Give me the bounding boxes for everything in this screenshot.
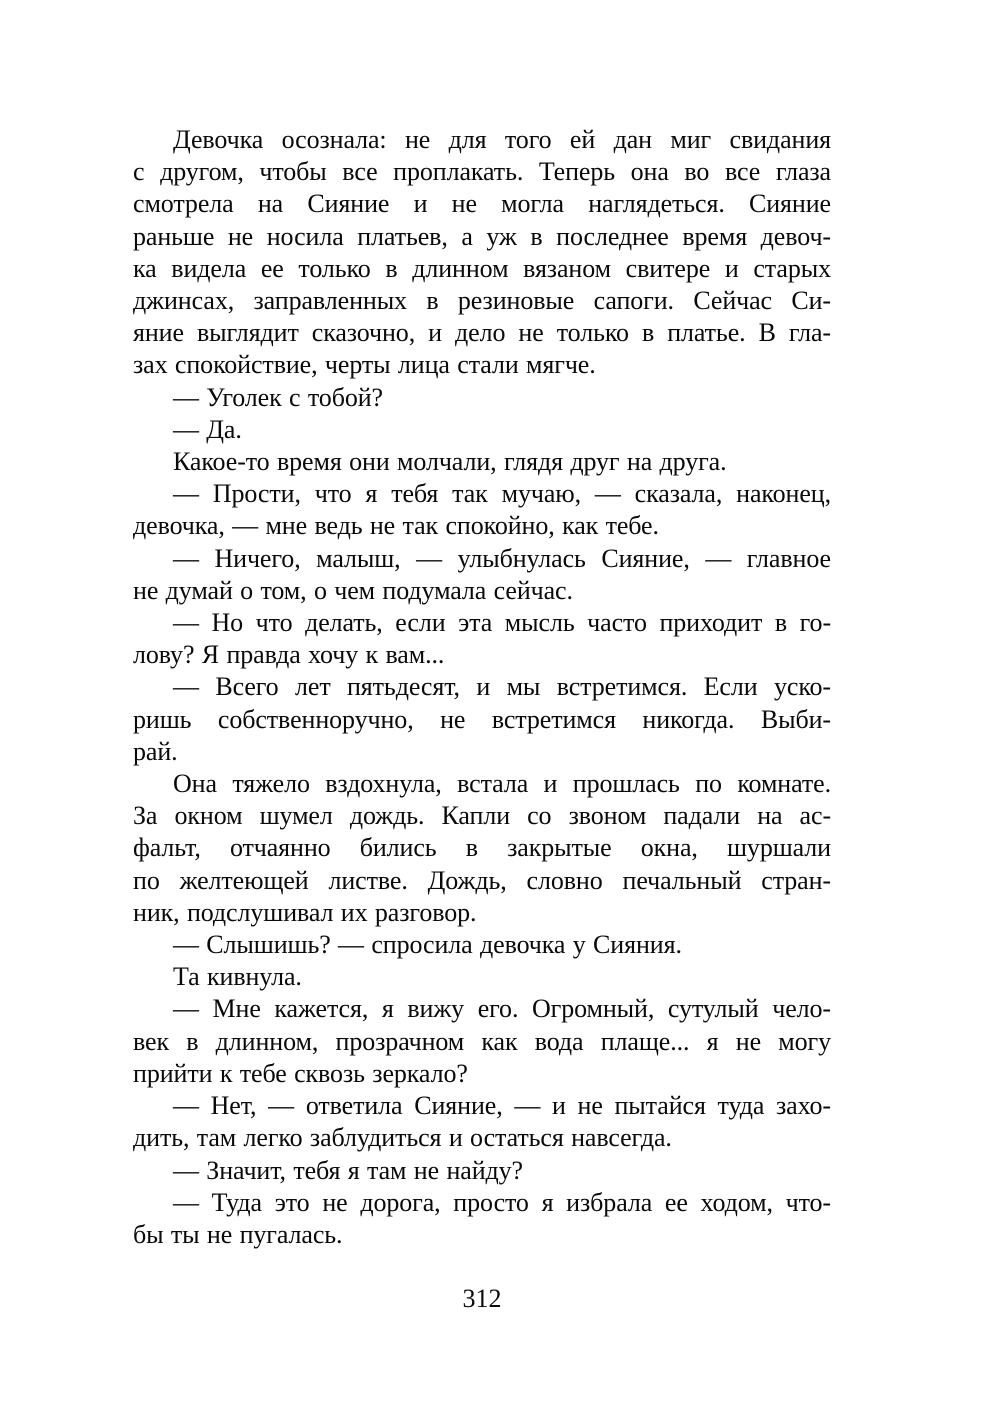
text-line: прийти к тебе сквозь зеркало? xyxy=(133,1058,468,1088)
text-line: джинсах, заправленных в резиновые сапоги. Сейчас Си- xyxy=(133,286,831,316)
paragraph xyxy=(133,1187,831,1251)
text-line: девочка, — мне ведь не так спокойно, как тебе. xyxy=(133,511,659,541)
text-line: век в длинном, прозрачном как вода плаще... я не могу xyxy=(133,1026,831,1056)
text-line: раньше не носила платьев, а уж в последнее время девоч- xyxy=(133,221,831,251)
paragraph xyxy=(133,1090,831,1154)
paragraph xyxy=(133,446,831,478)
text-line: смотрела на Сияние и не могла наглядеться. Сияние xyxy=(133,189,831,219)
paragraph xyxy=(133,1155,831,1187)
text-line: — Но что делать, если эта мысль часто приходит в го- xyxy=(173,608,831,638)
text-line: ка видела ее только в длинном вязаном свитере и старых xyxy=(133,253,831,283)
text-line: ник, подслушивал их разговор. xyxy=(133,897,477,927)
paragraph xyxy=(133,607,831,671)
text-line: зах спокойствие, черты лица стали мягче. xyxy=(133,350,596,380)
text-line: Девочка осознала: не для того ей дан миг свидания xyxy=(173,125,831,154)
text-line: ришь собственноручно, не встретимся никогда. Выби- xyxy=(133,704,831,734)
paragraph xyxy=(133,671,831,768)
text-line: Она тяжело вздохнула, встала и прошлась по комнате. xyxy=(173,769,831,799)
paragraph xyxy=(133,543,831,607)
paragraph xyxy=(133,768,831,929)
text-line: — Да. xyxy=(173,414,242,444)
text-line: не думай о том, о чем подумала сейчас. xyxy=(133,575,573,605)
text-line: Та кивнула. xyxy=(173,962,302,992)
text-line: фальт, отчаянно бились в закрытые окна, шуршали xyxy=(133,833,831,863)
text-line: — Слышишь? — спросила девочка у Сияния. xyxy=(173,930,682,960)
paragraph xyxy=(133,414,831,446)
text-line: — Уголек с тобой? xyxy=(173,382,383,412)
paragraph xyxy=(133,382,831,414)
page-text xyxy=(133,124,831,1251)
text-line: бы ты не пугалась. xyxy=(133,1219,343,1249)
text-line: по желтеющей листве. Дождь, словно печальный стран- xyxy=(133,865,831,895)
paragraph xyxy=(133,124,831,382)
text-line: дить, там легко заблудиться и остаться навсегда. xyxy=(133,1123,672,1153)
text-line: — Ничего, малыш, — улыбнулась Сияние, — главное xyxy=(173,543,831,573)
text-line: — Туда это не дорога, просто я избрала ее ходом, что- xyxy=(173,1187,831,1217)
paragraph xyxy=(133,993,831,1090)
text-line: яние выглядит сказочно, и дело не только в платье. В гла- xyxy=(133,318,831,348)
text-line: — Значит, тебя я там не найду? xyxy=(173,1155,524,1185)
text-line: — Нет, — ответила Сияние, — и не пытайся туда захо- xyxy=(173,1091,831,1121)
paragraph xyxy=(133,929,831,961)
text-line: За окном шумел дождь. Капли со звоном падали на ас- xyxy=(133,801,831,831)
text-line: — Мне кажется, я вижу его. Огромный, сутулый чело- xyxy=(173,994,831,1024)
text-line: с другом, чтобы все проплакать. Теперь она во все глаза xyxy=(133,157,831,187)
paragraph xyxy=(133,478,831,542)
text-line: — Прости, что я тебя так мучаю, — сказала, наконец, xyxy=(173,479,831,509)
text-line: рай. xyxy=(133,736,178,766)
paragraph xyxy=(133,961,831,993)
text-line: лову? Я правда хочу к вам... xyxy=(133,640,445,670)
text-line: — Всего лет пятьдесят, и мы встретимся. Если уско- xyxy=(173,672,831,702)
page-number: 312 xyxy=(462,1284,502,1313)
text-line: Какое-то время они молчали, глядя друг на друга. xyxy=(173,447,727,477)
